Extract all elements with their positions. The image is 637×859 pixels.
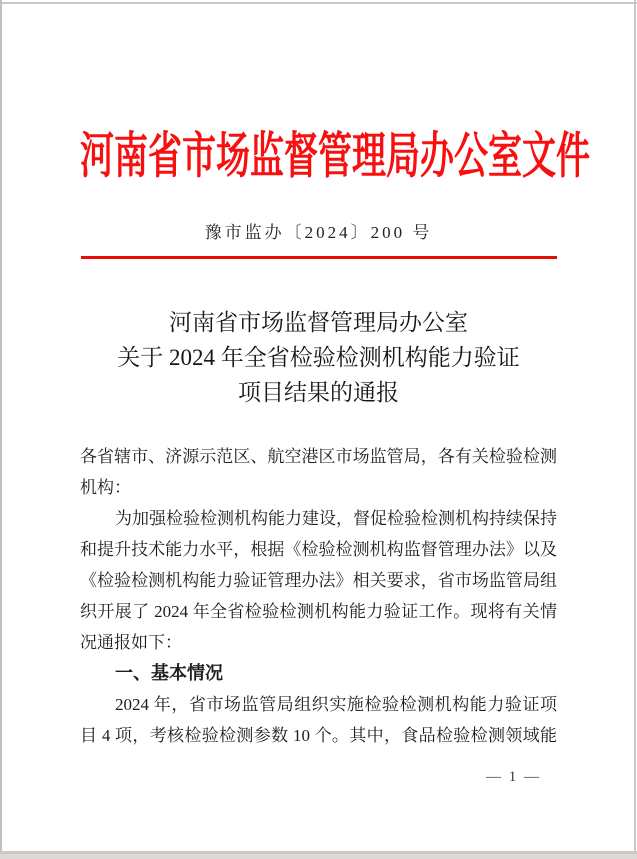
body-lines (80, 441, 557, 751)
page-number: — 1 — (486, 769, 541, 785)
body-line: 《检验检测机构能力验证管理办法》相关要求，省市场监管局组 (80, 571, 557, 590)
agency-letterhead: 河南省市场监督管理局办公室文件 (80, 130, 590, 185)
document-title-line-1: 河南省市场监督管理局办公室 (169, 310, 468, 335)
red-divider-line (81, 256, 557, 259)
document-title-line-3: 项目结果的通报 (238, 380, 399, 405)
body-line: 为加强检验检测机构能力建设，督促检验检测机构持续保持 (115, 509, 557, 528)
body-line: 机构： (80, 478, 131, 497)
body-line: 目 4 项，考核检验检测参数 10 个。其中，食品检验检测领域能 (80, 726, 557, 745)
body-line: 一、基本情况 (115, 663, 223, 683)
scan-edge-top (0, 2, 637, 4)
document-number: 豫市监办〔2024〕200 号 (204, 223, 433, 242)
body-line: 织开展了 2024 年全省检验检测机构能力验证工作。现将有关情 (80, 602, 557, 621)
body-line: 2024 年，省市场监管局组织实施检验检测机构能力验证项 (115, 695, 557, 714)
body-line: 各省辖市、济源示范区、航空港区市场监管局，各有关检验检测 (80, 447, 557, 466)
body-line: 和提升技术能力水平，根据《检验检测机构监督管理办法》以及 (80, 540, 557, 559)
document-title (40, 305, 597, 410)
document-title-line-2: 关于 2024 年全省检验检测机构能力验证 (117, 345, 520, 370)
body-line: 况通报如下： (80, 633, 182, 652)
scan-edge-bottom (0, 851, 637, 859)
scan-edge-left (0, 0, 2, 851)
scan-edge-right (634, 0, 636, 851)
